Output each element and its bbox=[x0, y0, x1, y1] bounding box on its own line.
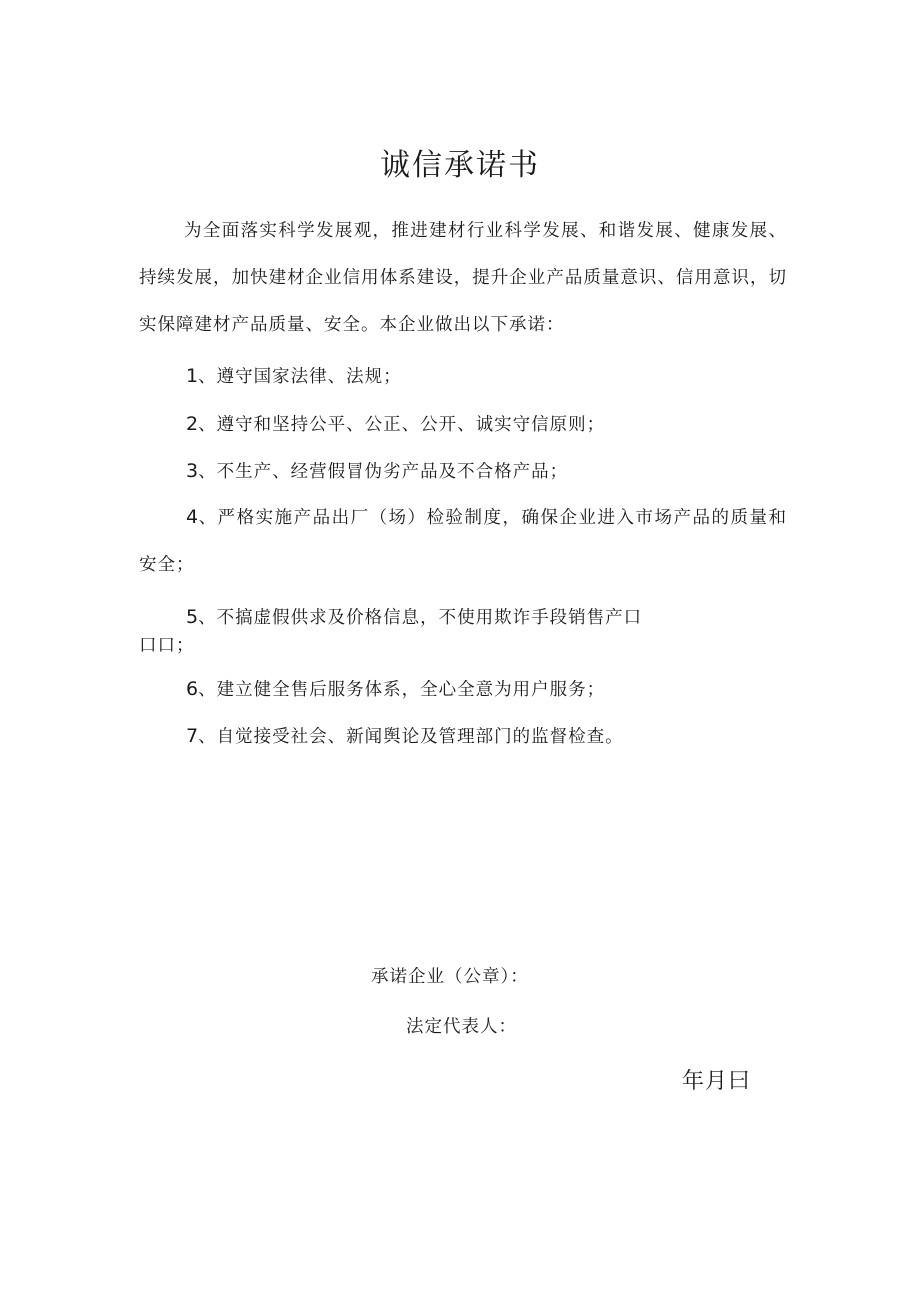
commitment-item-1 bbox=[186, 362, 402, 391]
item-number: 7 bbox=[186, 725, 199, 747]
item-number: 6 bbox=[186, 678, 199, 700]
item-text: 、遵守和坚持公平、公正、公开、诚实守信原则； bbox=[198, 415, 606, 435]
commitment-item-7 bbox=[186, 722, 624, 751]
item-number: 5 bbox=[186, 606, 199, 628]
item-text: 、不搞虚假供求及价格信息，不使用欺诈手段销售产口 bbox=[198, 608, 643, 628]
item-line-1 bbox=[139, 603, 699, 632]
item-number: 2 bbox=[186, 413, 199, 435]
intro-paragraph: 为全面落实科学发展观，推进建材行业科学发展、和谐发展、健康发展、持续发展，加快建材企业信用体系建设，提升企业产品质量意识、信用意识，切实保障建材产品质量、安全。本企业做出以下承诺： bbox=[139, 221, 787, 335]
commitment-item-6 bbox=[186, 675, 605, 704]
commitment-item-5 bbox=[139, 603, 699, 660]
item-line-2: 口口； bbox=[139, 636, 195, 656]
item-number: 3 bbox=[186, 460, 199, 482]
commitment-item-3 bbox=[186, 457, 568, 486]
date-label: 年月曰 bbox=[682, 1069, 752, 1094]
item-text: 、自觉接受社会、新闻舆论及管理部门的监督检查。 bbox=[198, 727, 624, 747]
company-seal-label: 承诺企业（公章）： bbox=[371, 967, 529, 987]
legal-representative-label: 法定代表人： bbox=[406, 1017, 517, 1037]
item-text: 、严格实施产品出厂（场）检验制度，确保企业进入市场产品的质量和安全； bbox=[139, 508, 787, 575]
document-title: 诚信承诺书 bbox=[380, 148, 540, 183]
item-text: 、不生产、经营假冒伪劣产品及不合格产品； bbox=[198, 462, 569, 482]
item-number: 1 bbox=[186, 365, 199, 387]
item-text: 、建立健全售后服务体系，全心全意为用户服务； bbox=[198, 680, 606, 700]
commitment-item-4 bbox=[139, 494, 787, 589]
item-text: 、遵守国家法律、法规； bbox=[198, 367, 402, 387]
commitment-item-2 bbox=[186, 410, 605, 439]
item-number: 4 bbox=[186, 506, 199, 528]
